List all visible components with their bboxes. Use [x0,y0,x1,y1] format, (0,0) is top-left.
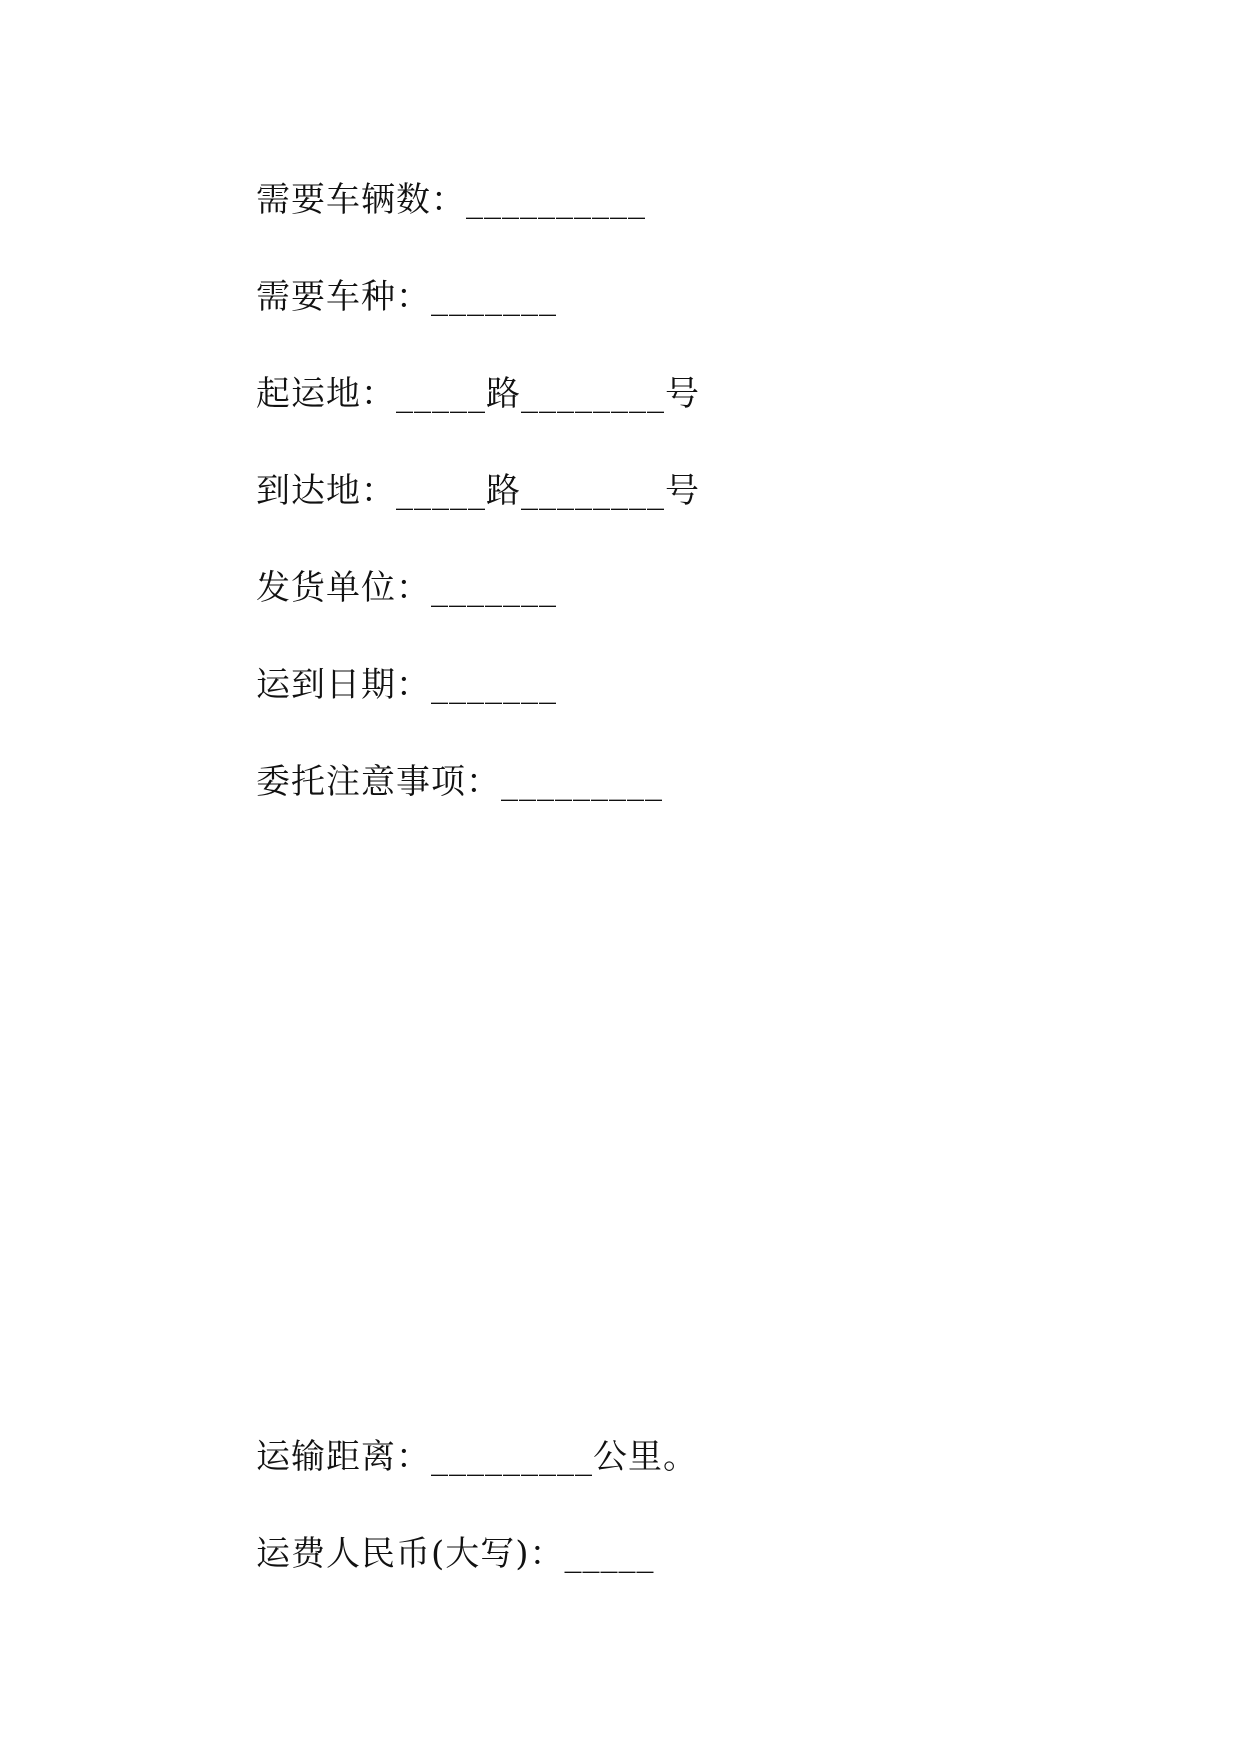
freight-amount-line: 运费人民币(大写)：_____ [256,1534,655,1574]
entrustment-notes-line: 委托注意事项：_________ [256,762,663,802]
required-vehicle-type-line: 需要车种：_______ [256,277,557,317]
shipper-line: 发货单位：_______ [256,568,557,608]
origin-address-line: 起运地：_____路________号 [256,374,700,414]
arrival-date-line: 运到日期：_______ [256,665,557,705]
destination-address-line: 到达地：_____路________号 [256,471,700,511]
required-vehicle-count-line: 需要车辆数：__________ [256,180,646,220]
transport-distance-line: 运输距离：_________公里。 [256,1437,698,1477]
